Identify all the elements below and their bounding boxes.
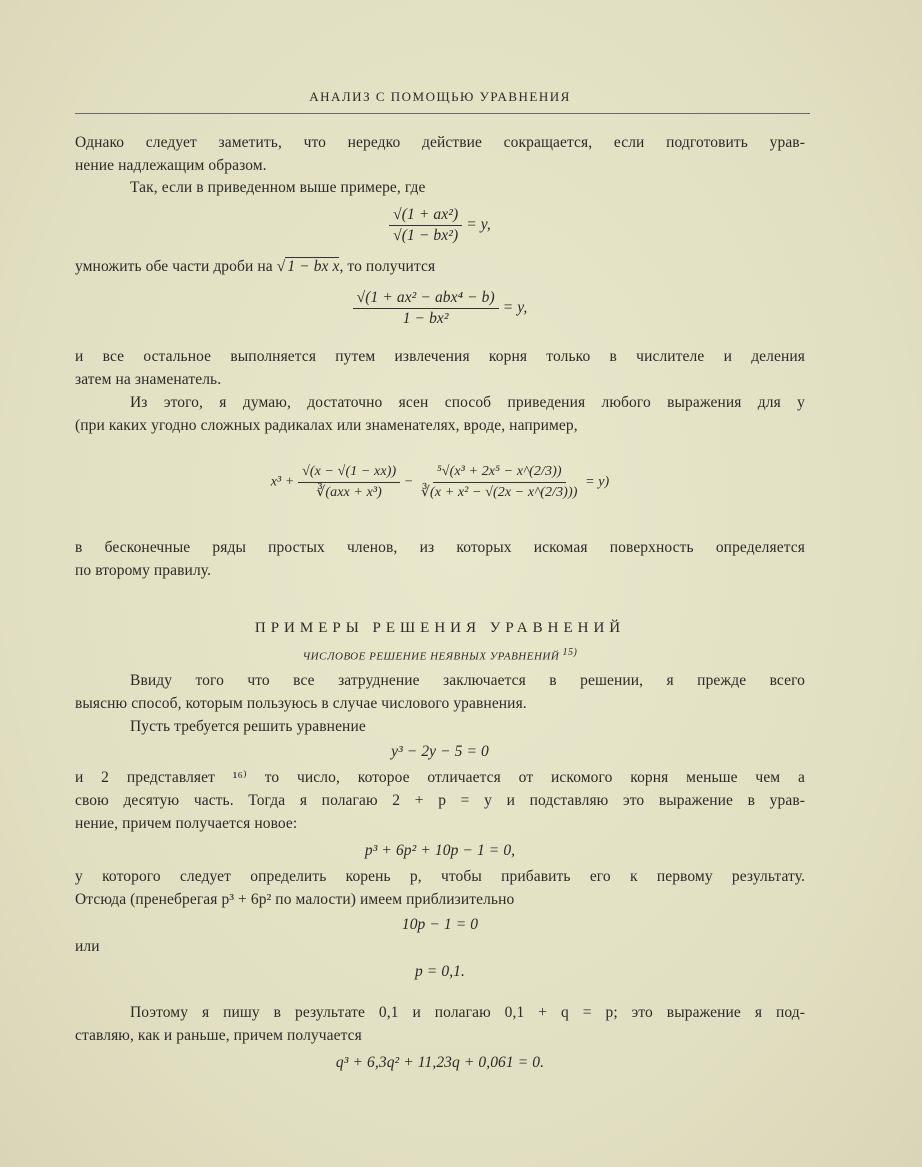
text-line: Из этого, я думаю, достаточно ясен способ приведения любого выражения для y <box>130 394 805 411</box>
equation-6: 10p − 1 = 0 <box>401 916 479 933</box>
eq1-rhs: = y, <box>466 216 491 234</box>
eq3-rhs: = y) <box>585 474 610 490</box>
eq3-lhs: x³ + <box>270 474 295 490</box>
text-line: у которого следует определить корень p, чтобы прибавить его к первому результату. <box>75 868 805 885</box>
text-line: ставляю, как и раньше, причем получается <box>75 1027 362 1044</box>
equation-3 <box>75 462 805 522</box>
radicand: 1 − bx x <box>287 258 340 275</box>
eq3-fraction1-numerator: √(x − √(1 − xx)) <box>298 462 400 483</box>
eq3-fraction2-denominator: ∛(x + x² − √(2x − x^(2/3))) <box>421 485 578 500</box>
eq3-fraction2-numerator: ⁵√(x³ + 2x⁵ − x^(2/3)) <box>433 462 566 483</box>
text-line: Ввиду того что все затруднение заключается в решении, я прежде всего <box>130 672 805 689</box>
running-header: АНАЛИЗ С ПОМОЩЬЮ УРАВНЕНИЯ <box>309 89 571 104</box>
text-line: выясню способ, которым пользуюсь в случае числового уравнения. <box>75 695 527 712</box>
footnote-marker: 15) <box>562 647 578 658</box>
text-line: или <box>75 938 100 955</box>
equation-8: q³ + 6,3q² + 11,23q + 0,061 = 0. <box>335 1054 545 1071</box>
text-line: и 2 представляет ¹⁶⁾ то число, которое отличается от искомого корня меньше чем а <box>75 769 805 786</box>
text-line: умножить обе части дроби на √ 1 − bx x, то получится <box>75 258 436 275</box>
text-line: в бесконечные ряды простых членов, из которых искомая поверхность определяется <box>75 539 805 556</box>
text-span: умножить обе части дроби на <box>75 258 277 275</box>
text-line: Поэтому я пишу в результате 0,1 и полагаю 0,1 + q = p; это выражение я под- <box>130 1004 805 1021</box>
equation-7: p = 0,1. <box>414 963 465 980</box>
text-line: нение надлежащим образом. <box>75 157 267 174</box>
eq3-fraction1-denominator: ∛(axx + x³) <box>316 485 382 500</box>
eq2-numerator: √(1 + ax² − abx⁴ − b) <box>353 288 499 309</box>
text-line: Пусть требуется решить уравнение <box>130 718 366 735</box>
header-rule <box>75 113 810 114</box>
eq1-numerator: √(1 + ax²) <box>389 205 462 226</box>
eq1-denominator: √(1 − bx²) <box>393 227 459 244</box>
text-line: нение, причем получается новое: <box>75 815 298 832</box>
subsection-title: ЧИСЛОВОЕ РЕШЕНИЕ НЕЯВНЫХ УРАВНЕНИЙ <box>302 650 560 663</box>
subsection-heading <box>75 643 805 667</box>
text-line: свою десятую часть. Тогда я полагаю 2 + p = y и подставляю это выражение в урав- <box>75 792 805 809</box>
eq2-rhs: = y, <box>502 299 528 317</box>
text-line: затем на знаменатель. <box>75 371 222 388</box>
text-line: Однако следует заметить, что нередко действие сокращается, если подготовить урав- <box>75 134 805 151</box>
text-span: , то получится <box>339 258 436 275</box>
eq3-minus: − <box>403 474 414 490</box>
equation-4: y³ − 2y − 5 = 0 <box>391 743 489 760</box>
text-line: и все остальное выполняется путем извлечения корня только в числителе и деления <box>75 348 805 365</box>
equation-2 <box>75 288 805 340</box>
section-heading: ПРИМЕРЫ РЕШЕНИЯ УРАВНЕНИЙ <box>254 620 626 636</box>
equation-1 <box>75 205 805 251</box>
eq2-denominator: 1 − bx² <box>402 310 449 327</box>
text-line: по второму правилу. <box>75 562 212 579</box>
text-line: Отсюда (пренебрегая p³ + 6p² по малости) имеем приблизительно <box>75 891 515 908</box>
equation-5: p³ + 6p² + 10p − 1 = 0, <box>364 842 516 859</box>
text-line: Так, если в приведенном выше примере, где <box>130 179 426 196</box>
text-line: (при каких угодно сложных радикалах или знаменателях, вроде, например, <box>75 417 578 434</box>
